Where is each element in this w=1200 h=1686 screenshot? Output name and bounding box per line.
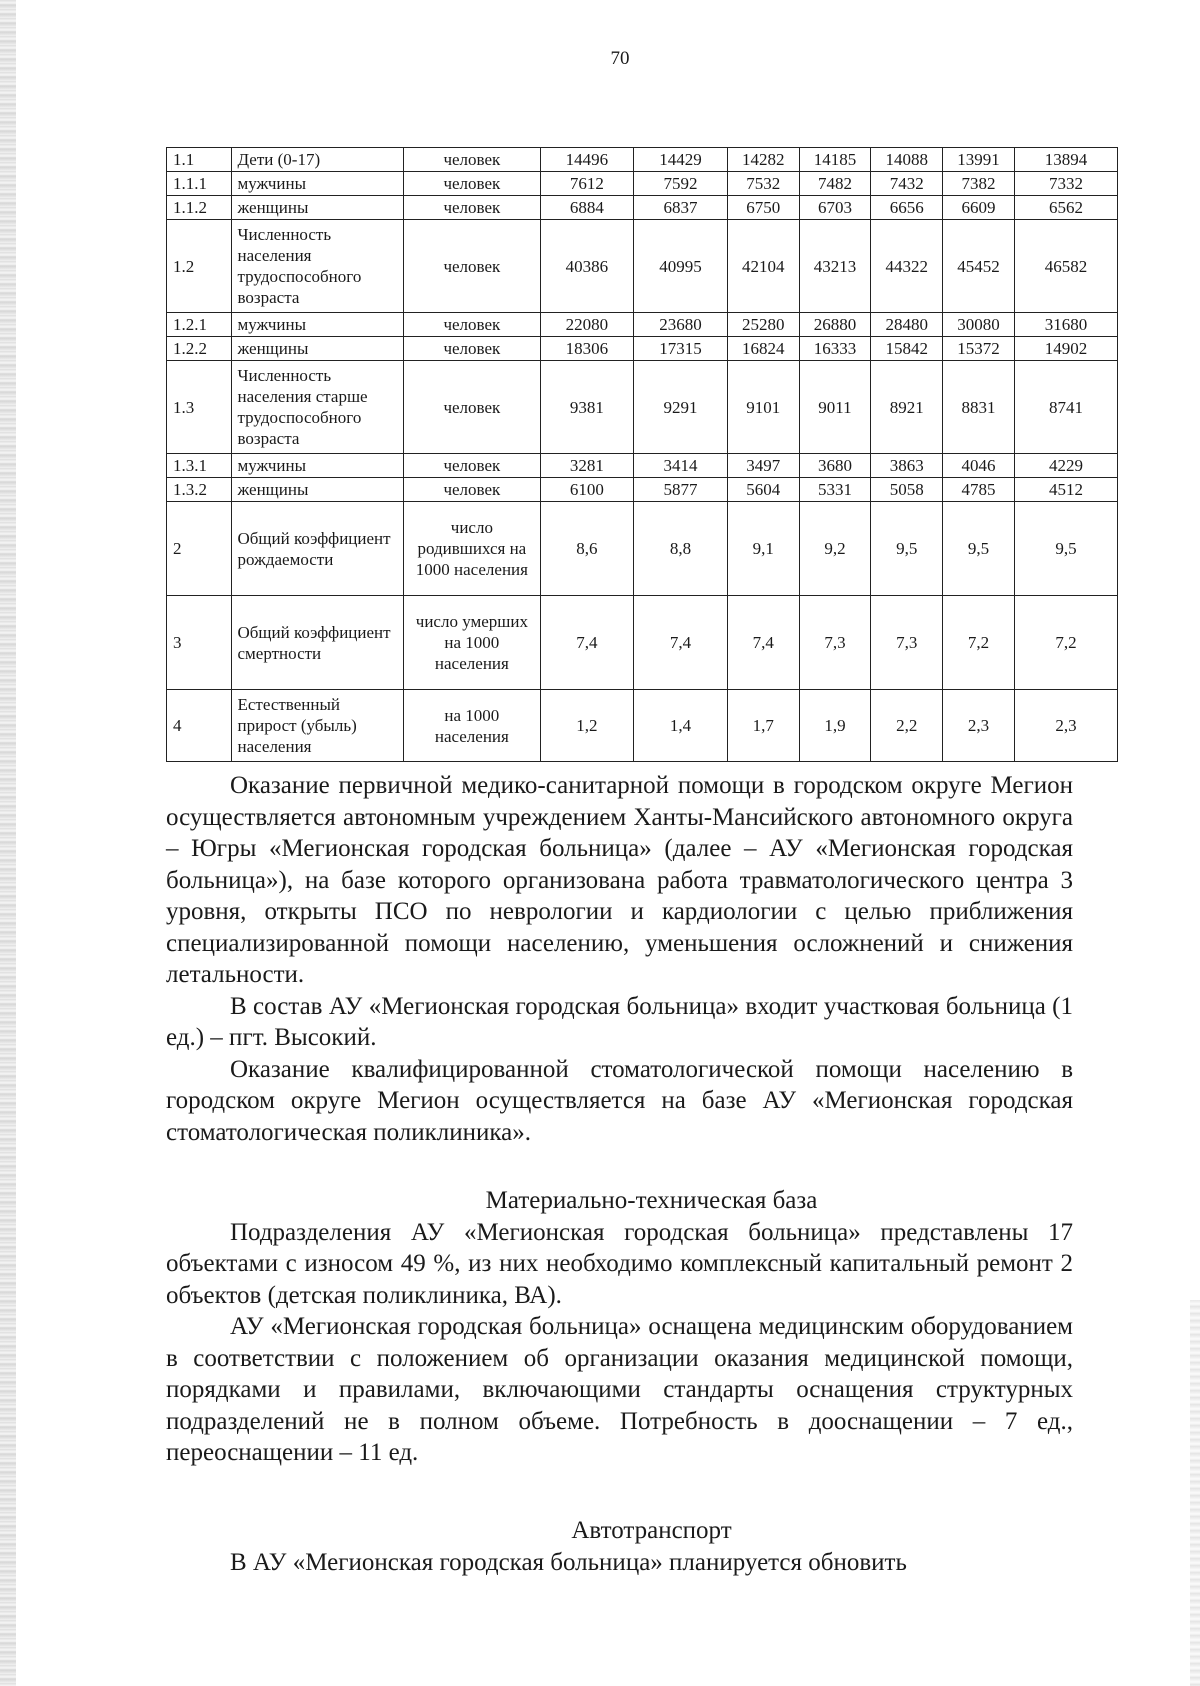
table-row (167, 220, 1118, 313)
row-value: 25280 (727, 313, 799, 337)
row-value: 40386 (540, 220, 634, 313)
row-value: 2,2 (871, 690, 943, 762)
row-value: 5604 (727, 478, 799, 502)
row-value: 3497 (727, 454, 799, 478)
paragraph-primary-care: Оказание первичной медико-санитарной помощи в городском округе Мегион осуществляется автономным учреждением Ханты-Мансийского автономного округа – Югры «Мегионская городская больница» (далее – АУ «Мегионская городская больница»), на базе которого организована работа травматологического центра 3 уровня, открыты ПСО по неврологии и кардиологии с целью приближения специализированной помощи населению, уменьшения осложнений и снижения летальности. (166, 772, 1073, 988)
table-row (167, 148, 1118, 172)
row-unit: человек (404, 478, 540, 502)
row-value: 7,4 (540, 596, 634, 690)
row-name: Общий коэффициент смертности (231, 596, 404, 690)
table-row (167, 502, 1118, 596)
paragraph-district-hospital: В состав АУ «Мегионская городская больница» входит участковая больница (1 ед.) – пгт. Высокий. (166, 992, 1073, 1051)
row-value: 7,3 (871, 596, 943, 690)
table-row (167, 196, 1118, 220)
row-unit: человек (404, 361, 540, 454)
row-name: Численность населения старше трудоспособного возраста (231, 361, 404, 454)
row-value: 14282 (727, 148, 799, 172)
row-value: 9011 (799, 361, 871, 454)
row-code: 2 (167, 502, 232, 596)
row-name: женщины (231, 196, 404, 220)
row-value: 7382 (943, 172, 1015, 196)
row-unit: на 1000 населения (404, 690, 540, 762)
table-row (167, 313, 1118, 337)
main-text (166, 770, 1073, 1148)
row-code: 1.3.1 (167, 454, 232, 478)
row-value: 3863 (871, 454, 943, 478)
row-value: 30080 (943, 313, 1015, 337)
row-unit: человек (404, 172, 540, 196)
row-value: 9291 (634, 361, 728, 454)
row-code: 4 (167, 690, 232, 762)
row-value: 8741 (1014, 361, 1117, 454)
row-value: 7,3 (799, 596, 871, 690)
row-value: 8,8 (634, 502, 728, 596)
row-value: 6562 (1014, 196, 1117, 220)
row-value: 14088 (871, 148, 943, 172)
row-value: 28480 (871, 313, 943, 337)
page-number: 70 (610, 48, 630, 69)
row-value: 1,9 (799, 690, 871, 762)
row-unit: человек (404, 220, 540, 313)
paragraph-transport: В АУ «Мегионская городская больница» планируется обновить (230, 1548, 907, 1576)
row-value: 1,7 (727, 690, 799, 762)
table-row (167, 690, 1118, 762)
table-row (167, 478, 1118, 502)
row-value: 44322 (871, 220, 943, 313)
row-value: 7332 (1014, 172, 1117, 196)
row-value: 6100 (540, 478, 634, 502)
row-value: 16333 (799, 337, 871, 361)
row-value: 9381 (540, 361, 634, 454)
row-value: 14496 (540, 148, 634, 172)
row-value: 7,2 (943, 596, 1015, 690)
row-value: 5877 (634, 478, 728, 502)
row-value: 14902 (1014, 337, 1117, 361)
row-value: 7432 (871, 172, 943, 196)
row-name: мужчины (231, 454, 404, 478)
heading-material-base: Материально-техническая база (485, 1187, 818, 1214)
row-value: 43213 (799, 220, 871, 313)
row-value: 7592 (634, 172, 728, 196)
row-code: 1.3 (167, 361, 232, 454)
section-transport (166, 1515, 1073, 1578)
table-row (167, 596, 1118, 690)
row-value: 2,3 (1014, 690, 1117, 762)
row-code: 1.2.2 (167, 337, 232, 361)
row-unit: человек (404, 313, 540, 337)
row-value: 13991 (943, 148, 1015, 172)
row-value: 45452 (943, 220, 1015, 313)
row-value: 7,2 (1014, 596, 1117, 690)
row-value: 13894 (1014, 148, 1117, 172)
row-value: 9101 (727, 361, 799, 454)
row-value: 2,3 (943, 690, 1015, 762)
row-value: 6656 (871, 196, 943, 220)
row-code: 1.2 (167, 220, 232, 313)
row-value: 15842 (871, 337, 943, 361)
row-value: 6884 (540, 196, 634, 220)
row-value: 16824 (727, 337, 799, 361)
heading-transport: Автотранспорт (571, 1517, 732, 1544)
row-unit: число умерших на 1000 населения (404, 596, 540, 690)
row-code: 1.3.2 (167, 478, 232, 502)
demographics-table (166, 147, 1118, 762)
section-material-base (166, 1185, 1073, 1469)
row-name: женщины (231, 337, 404, 361)
row-name: мужчины (231, 313, 404, 337)
row-value: 7612 (540, 172, 634, 196)
row-value: 14429 (634, 148, 728, 172)
row-code: 1.1.2 (167, 196, 232, 220)
row-unit: человек (404, 454, 540, 478)
row-value: 9,2 (799, 502, 871, 596)
row-value: 5331 (799, 478, 871, 502)
row-value: 17315 (634, 337, 728, 361)
row-name: Общий коэффициент рождаемости (231, 502, 404, 596)
row-value: 5058 (871, 478, 943, 502)
row-unit: число родившихся на 1000 населения (404, 502, 540, 596)
row-code: 1.2.1 (167, 313, 232, 337)
row-value: 6703 (799, 196, 871, 220)
row-value: 23680 (634, 313, 728, 337)
row-name: Естественный прирост (убыль) населения (231, 690, 404, 762)
row-value: 8921 (871, 361, 943, 454)
row-value: 7532 (727, 172, 799, 196)
paragraph-equipment: АУ «Мегионская городская больница» оснащена медицинским оборудованием в соответствии с положением об организации оказания медицинской помощи, порядками и правилами, включающими стандарты оснащения структурных подразделений не в полном объеме. Потребность в дооснащении – 7 ед., переоснащении – 11 ед. (166, 1313, 1073, 1466)
row-value: 7482 (799, 172, 871, 196)
row-value: 1,2 (540, 690, 634, 762)
row-value: 3281 (540, 454, 634, 478)
row-value: 9,5 (871, 502, 943, 596)
row-value: 40995 (634, 220, 728, 313)
row-value: 14185 (799, 148, 871, 172)
row-value: 26880 (799, 313, 871, 337)
row-value: 42104 (727, 220, 799, 313)
table-row (167, 454, 1118, 478)
row-name: Численность населения трудоспособного возраста (231, 220, 404, 313)
row-unit: человек (404, 337, 540, 361)
row-value: 4229 (1014, 454, 1117, 478)
row-value: 8,6 (540, 502, 634, 596)
row-value: 46582 (1014, 220, 1117, 313)
scan-edge-left (0, 0, 16, 1686)
row-unit: человек (404, 196, 540, 220)
paragraph-buildings: Подразделения АУ «Мегионская городская больница» представлены 17 объектами с износом 49 %, из них необходимо комплексный капитальный ремонт 2 объектов (детская поликлиника, ВА). (166, 1218, 1073, 1309)
row-code: 1.1 (167, 148, 232, 172)
row-value: 22080 (540, 313, 634, 337)
row-code: 3 (167, 596, 232, 690)
row-unit: человек (404, 148, 540, 172)
scan-edge-right (1190, 1300, 1200, 1686)
row-value: 31680 (1014, 313, 1117, 337)
row-value: 4785 (943, 478, 1015, 502)
row-value: 9,1 (727, 502, 799, 596)
row-value: 7,4 (727, 596, 799, 690)
row-value: 4512 (1014, 478, 1117, 502)
table-row (167, 361, 1118, 454)
row-value: 15372 (943, 337, 1015, 361)
row-value: 1,4 (634, 690, 728, 762)
row-value: 3414 (634, 454, 728, 478)
row-code: 1.1.1 (167, 172, 232, 196)
table-row (167, 337, 1118, 361)
row-name: женщины (231, 478, 404, 502)
row-value: 6750 (727, 196, 799, 220)
row-name: Дети (0-17) (231, 148, 404, 172)
row-value: 6609 (943, 196, 1015, 220)
row-value: 8831 (943, 361, 1015, 454)
row-value: 3680 (799, 454, 871, 478)
row-value: 7,4 (634, 596, 728, 690)
row-value: 4046 (943, 454, 1015, 478)
row-value: 9,5 (1014, 502, 1117, 596)
paragraph-dental-care: Оказание квалифицированной стоматологической помощи населению в городском округе Мегион осуществляется на базе АУ «Мегионская городская стоматологическая поликлиника». (166, 1055, 1073, 1146)
table-row (167, 172, 1118, 196)
row-value: 18306 (540, 337, 634, 361)
row-name: мужчины (231, 172, 404, 196)
row-value: 6837 (634, 196, 728, 220)
row-value: 9,5 (943, 502, 1015, 596)
